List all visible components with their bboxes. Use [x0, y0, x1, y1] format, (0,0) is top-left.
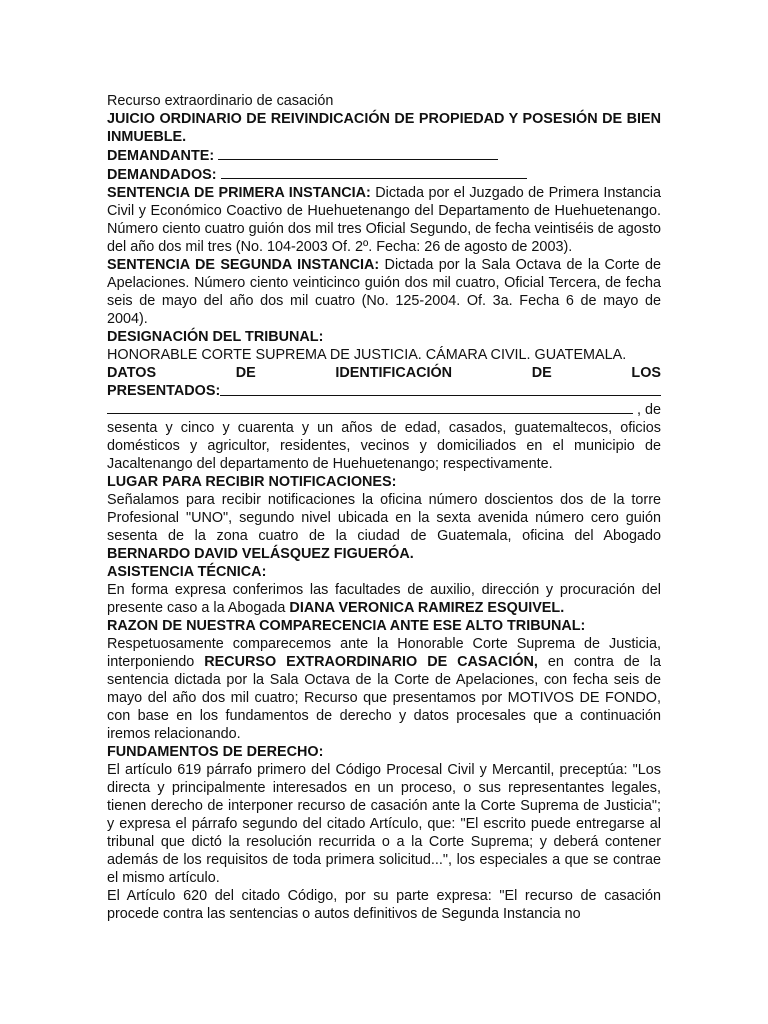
presented-label: PRESENTADOS:	[107, 383, 221, 399]
assistance-text: En forma expresa conferimos las facultades de auxilio, dirección y procuración del presente caso a la Abogada	[107, 582, 661, 616]
first-instance-label: SENTENCIA DE PRIMERA INSTANCIA:	[107, 185, 371, 201]
notifications-text: Señalamos para recibir notificaciones la oficina número doscientos dos de la torre Profesional "UNO", segundo nivel ubicada en la sexta avenida número cero guión sesenta de la zona cuatro de la ciudad de Guatemala, oficina del Abogado	[107, 492, 661, 544]
assistance-lawyer: DIANA VERONICA RAMIREZ ESQUIVEL.	[289, 600, 565, 616]
identification-word: DE	[531, 365, 552, 381]
reason-paragraph	[107, 635, 661, 743]
defendants-row	[107, 165, 661, 184]
tribunal-heading: DESIGNACIÓN DEL TRIBUNAL:	[107, 329, 324, 345]
first-instance-paragraph	[107, 184, 661, 256]
document-page	[107, 92, 661, 923]
case-title: JUICIO ORDINARIO DE REIVINDICACIÓN DE PROPIEDAD Y POSESIÓN DE BIEN INMUEBLE.	[107, 111, 661, 145]
identification-word: DE	[235, 365, 256, 381]
presented-blank-row	[107, 400, 661, 419]
notifications-paragraph	[107, 491, 661, 563]
defendants-label: DEMANDADOS:	[107, 167, 217, 183]
reason-recurso: RECURSO EXTRAORDINARIO DE CASACIÓN,	[204, 654, 538, 670]
reason-text-1: Respetuosamente comparecemos ante la Honorable Corte Suprema de Justicia, interponiendo	[107, 636, 661, 670]
identification-heading	[107, 364, 661, 382]
notifications-heading: LUGAR PARA RECIBIR NOTIFICACIONES:	[107, 474, 397, 490]
plaintiff-label: DEMANDANTE:	[107, 148, 215, 164]
tribunal-text: HONORABLE CORTE SUPREMA DE JUSTICIA. CÁMARA CIVIL. GUATEMALA.	[107, 347, 627, 363]
foundations-paragraph-1: El artículo 619 párrafo primero del Código Procesal Civil y Mercantil, preceptúa: "Los directa y principalmente interesados en un proceso, o sus representantes legales, tienen derecho de interponer recurso de casación ante la Corte Suprema de Justicia"; y expresa el párrafo segundo del citado Artículo, que: "El escrito puede entregarse al tribunal que dictó la resolución recurrida o a la Corte Suprema; y deberá contener además de los requisitos de toda primera solicitud...", los especiales a que se contrae el mismo artículo.	[107, 762, 661, 886]
first-instance-text: Dictada por el Juzgado de Primera Instancia Civil y Económico Coactivo de Huehuetenango del Departamento de Huehuetenango. Número ciento cuatro guión dos mil tres Oficial Segundo, de fecha veintiséis de agosto del año dos mil tres (No. 104-2003 Of. 2º. Fecha: 26 de agosto de 2003).	[107, 185, 661, 255]
second-instance-paragraph	[107, 256, 661, 328]
identification-text: sesenta y cinco y cuarenta y un años de edad, casados, guatemaltecos, oficios domésticos y agricultor, residentes, vecinos y domiciliados en el municipio de Jacaltenango del departamento de Huehuetenango; respectivamente.	[107, 420, 661, 472]
identification-word: IDENTIFICACIÓN	[335, 365, 453, 381]
presented-suffix: , de	[636, 402, 661, 418]
assistance-heading: ASISTENCIA TÉCNICA:	[107, 564, 267, 580]
lawyer-name: BERNARDO DAVID VELÁSQUEZ FIGUERÓA.	[107, 546, 414, 562]
presented-blank-2	[107, 400, 633, 414]
second-instance-text: Dictada por la Sala Octava de la Corte de Apelaciones. Número ciento veinticinco guión dos mil cuatro, Oficial Tercera, de fecha seis de mayo del año dos mil cuatro (No. 125-2004. Of. 3a. Fecha 6 de mayo de 2004).	[107, 257, 661, 327]
foundations-paragraph-2: El Artículo 620 del citado Código, por su parte expresa: "El recurso de casación procede contra las sentencias o autos definitivos de Segunda Instancia no	[107, 888, 661, 922]
plaintiff-row	[107, 146, 661, 165]
plaintiff-blank	[218, 146, 498, 160]
foundations-heading: FUNDAMENTOS DE DERECHO:	[107, 744, 324, 760]
document-heading: Recurso extraordinario de casación	[107, 93, 334, 109]
second-instance-label: SENTENCIA DE SEGUNDA INSTANCIA:	[107, 257, 380, 273]
identification-word: LOS	[631, 365, 661, 381]
reason-heading: RAZON DE NUESTRA COMPARECENCIA ANTE ESE ALTO TRIBUNAL:	[107, 618, 586, 634]
defendants-blank	[221, 165, 527, 179]
presented-row	[107, 382, 661, 400]
assistance-paragraph	[107, 581, 661, 617]
presented-blank	[220, 382, 661, 396]
reason-text-2: en contra de la sentencia dictada por la Sala Octava de la Corte de Apelaciones, con fecha seis de mayo del año dos mil cuatro; Recurso que presentamos por MOTIVOS DE FONDO, con base en los fundamentos de derecho y datos procesales que a continuación iremos relacionando.	[107, 654, 661, 742]
identification-word: DATOS	[107, 365, 157, 381]
